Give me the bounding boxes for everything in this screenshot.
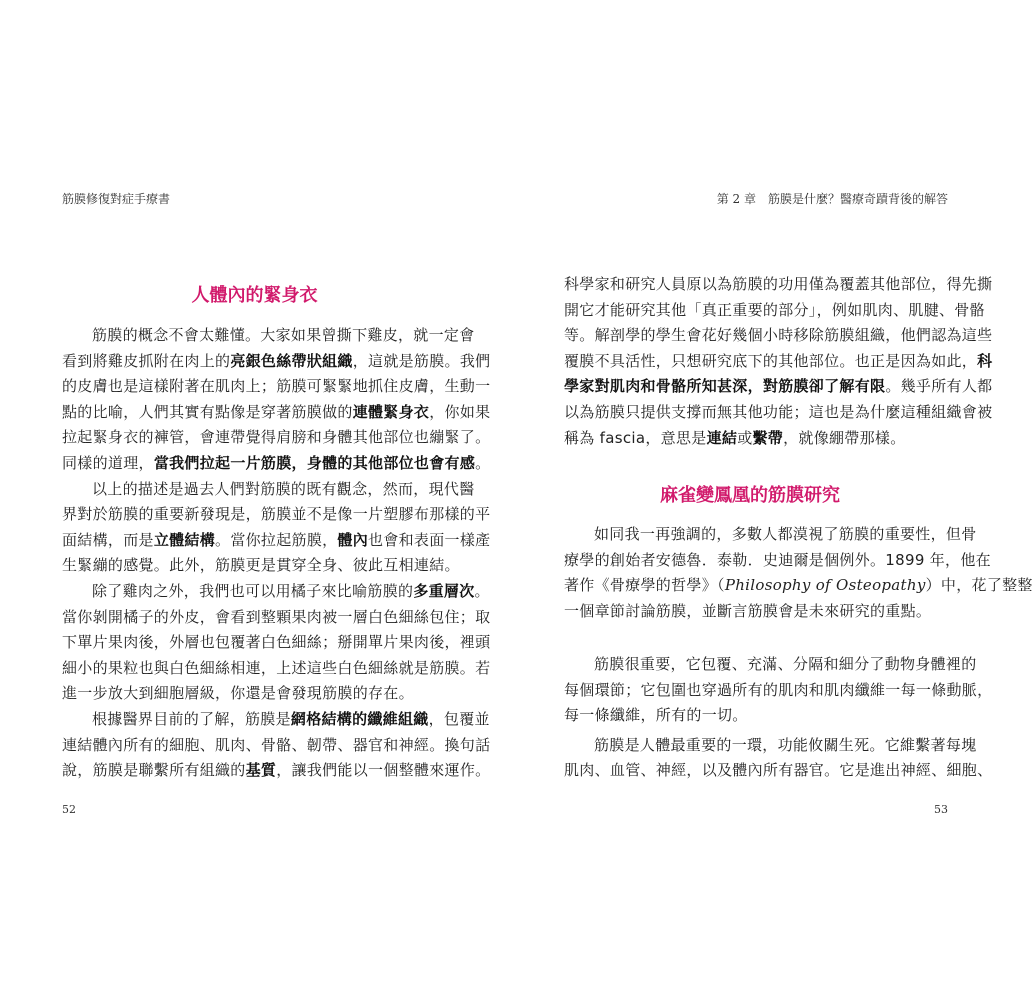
text-line: 筋膜的概念不會太難懂。大家如果曾撕下雞皮，就一定會	[92, 326, 475, 344]
body-text	[62, 323, 491, 784]
text-line	[62, 528, 491, 554]
text-line: 細小的果粒也與白色細絲相連，上述這些白色細絲就是筋膜。若	[62, 658, 491, 677]
bold-emphasis: 當我們拉起一片筋膜，身體的其他部位也會有感	[153, 453, 476, 472]
text-line: 的皮膚也是這樣附著在肌肉上；筋膜可緊緊地抓住皮膚，生動一	[62, 377, 491, 396]
body-text	[564, 522, 1033, 624]
text-line	[62, 758, 491, 784]
text-line	[62, 579, 490, 605]
text-line	[564, 349, 993, 375]
text-line	[62, 707, 490, 733]
text-segment: ，你如果	[429, 402, 491, 421]
text-segment: 。	[474, 581, 490, 600]
text-line: 進一步放大到細胞層級，你還是會發現筋膜的存在。	[62, 684, 414, 703]
text-line: 以為筋膜只提供支撐而無其他功能；這也是為什麼這種組織會被	[564, 402, 993, 421]
text-line: 如同我一再強調的，多數人都漠視了筋膜的重要性，但骨	[594, 525, 977, 543]
text-segment: 也會和表面一樣產	[368, 530, 491, 549]
text-line	[564, 573, 1033, 599]
text-line: 拉起緊身衣的褲管，會連帶覺得肩膀和身體其他部位也繃緊了。	[62, 428, 491, 447]
text-segment: ）中，花了整整	[925, 576, 1033, 595]
text-line: 等。解剖學的學生會花好幾個小時移除筋膜組織，他們認為這些	[564, 326, 993, 345]
text-line	[564, 426, 936, 452]
text-segment: 。	[475, 453, 491, 472]
text-line: 肌肉、血管、神經，以及體內所有器官。它是進出神經、細胞、	[564, 761, 993, 780]
text-segment: ，就像綳帶那樣。	[783, 428, 906, 447]
section-heading: 麻雀變鳳凰的筋膜研究	[660, 485, 840, 506]
bold-emphasis: 多重層次	[413, 581, 475, 600]
text-line: 筋膜是人體最重要的一環，功能攸關生死。它維繫著每塊	[594, 735, 977, 754]
text-line: 當你剝開橘子的外皮，會看到整顆果肉被一層白色細絲包住；取	[62, 607, 491, 626]
bold-emphasis: 立體結構	[153, 530, 216, 549]
text-segment: 看到將雞皮抓附在肉上的	[62, 351, 231, 370]
text-line	[62, 451, 491, 477]
text-line	[62, 400, 491, 426]
text-line: 每個環節；它包圍也穿過所有的肌肉和肌肉纖維一每一條動脈，	[564, 680, 993, 699]
bold-emphasis: 學家對肌肉和骨骼所知甚深，對筋膜卻了解有限	[564, 377, 886, 396]
text-segment: 。當你拉起筋膜，	[215, 530, 338, 549]
text-segment: 說，筋膜是聯繫所有組織的	[62, 761, 246, 780]
text-segment: 稱為 fascia，意思是	[564, 428, 707, 447]
text-segment: ，這就是筋膜。我們	[352, 351, 491, 370]
text-segment: 除了雞肉之外，我們也可以用橘子來比喻筋膜的	[92, 581, 414, 600]
text-line: 療學的創始者安德魯．泰勒．史迪爾是個例外。1899 年，他在	[564, 550, 991, 569]
running-header-chapter-title: 第 2 章 筋膜是什麼？醫療奇蹟背後的解答	[716, 192, 948, 206]
left-page	[0, 0, 500, 1000]
page-number: 52	[62, 803, 76, 816]
bold-emphasis: 體內	[337, 530, 369, 549]
text-segment: ，讓我們能以一個整體來運作。	[276, 761, 491, 780]
text-line: 連結體內所有的細胞、肌肉、骨骼、韌帶、器官和神經。換句話	[62, 735, 491, 754]
body-text	[564, 272, 993, 451]
text-line: 每一條纖維，所有的一切。	[564, 706, 748, 725]
bold-emphasis: 亮銀色絲帶狀組織	[230, 351, 353, 370]
text-segment: 同樣的道理，	[62, 453, 154, 472]
right-page	[500, 0, 1033, 1000]
text-line	[564, 374, 993, 400]
section-heading: 人體內的緊身衣	[191, 285, 318, 306]
text-segment: ，包覆並	[428, 709, 490, 728]
bold-emphasis: 繫帶	[752, 428, 784, 447]
text-segment: 面結構，而是	[62, 530, 154, 549]
text-segment: 點的比喻，人們其實有點像是穿著筋膜做的	[62, 402, 353, 421]
text-line: 以上的描述是過去人們對筋膜的既有觀念，然而，現代醫	[92, 479, 475, 498]
bold-emphasis: 網格結構的纖維組織	[290, 709, 429, 728]
text-line	[62, 349, 491, 375]
bold-emphasis: 基質	[245, 761, 277, 780]
text-line: 生緊繃的感覺。此外，筋膜更是貫穿全身、彼此互相連結。	[62, 556, 460, 575]
text-line: 界對於筋膜的重要新發現是，筋膜並不是像一片塑膠布那樣的平	[62, 505, 491, 524]
page-number: 53	[934, 803, 948, 816]
text-line: 下單片果肉後，外層也包覆著白色細絲；掰開單片果肉後，裡頭	[62, 633, 491, 652]
text-line: 科學家和研究人員原以為筋膜的功用僅為覆蓋其他部位，得先撕	[564, 275, 993, 293]
text-segment: 著作《骨療學的哲學》（	[564, 576, 725, 595]
running-header-book-title: 筋膜修復對症手療書	[62, 192, 171, 206]
text-segment: 根據醫界目前的了解，筋膜是	[92, 709, 291, 728]
text-line: 一個章節討論筋膜，並斷言筋膜會是未來研究的重點。	[564, 601, 932, 620]
text-line: 開它才能研究其他「真正重要的部分」，例如肌肉、肌腱、骨骼	[564, 300, 985, 319]
bold-emphasis: 科	[977, 351, 993, 370]
italic-title: Philosophy of Osteopathy	[724, 576, 926, 595]
text-segment: 覆膜不具活性，只想研究底下的其他部位。也正是因為如此，	[564, 351, 978, 370]
text-segment: 。幾乎所有人都	[885, 377, 993, 396]
bold-emphasis: 連體緊身衣	[352, 402, 430, 421]
text-line: 筋膜很重要，它包覆、充滿、分隔和細分了動物身體裡的	[594, 655, 977, 673]
bold-emphasis: 連結	[706, 428, 738, 447]
text-segment: 或	[737, 428, 753, 447]
body-text	[564, 652, 993, 784]
